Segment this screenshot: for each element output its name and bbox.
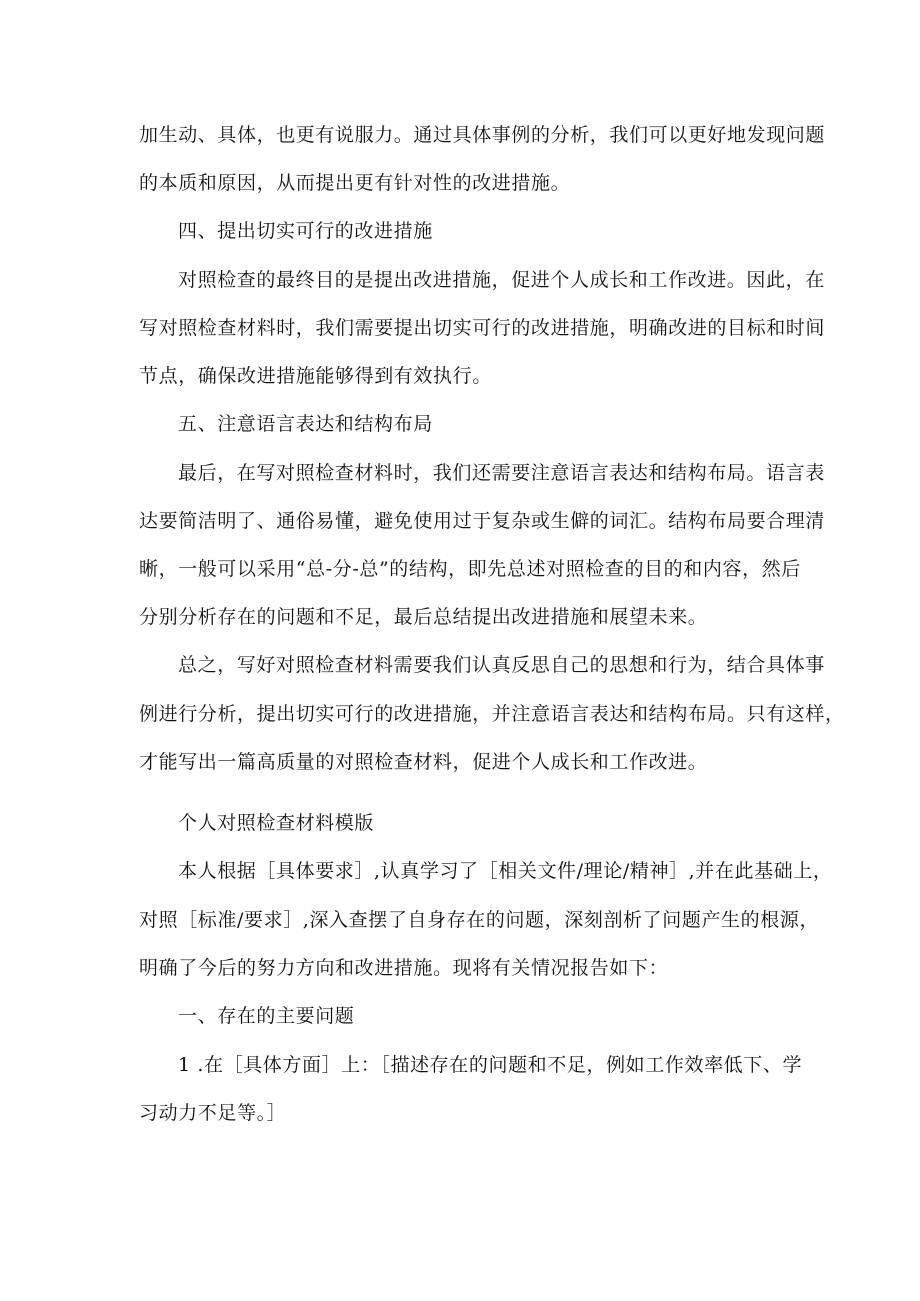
body-text-line: 本人根据［具体要求］,认真学习了［相关文件/理论/精神］,并在此基础上， [178,860,833,882]
body-text-line: 加生动、具体，也更有说服力。通过具体事例的分析，我们可以更好地发现问题 [139,124,826,146]
body-text-line: 的本质和原因，从而提出更有针对性的改进措施。 [139,172,571,194]
body-text-line: 明确了今后的努力方向和改进措施。现将有关情况报告如下： [139,957,669,979]
body-text-line: 总之，写好对照检查材料需要我们认真反思自己的思想和行为，结合具体事 [178,654,825,676]
body-text-line: 对照［标准/要求］,深入查摆了自身存在的问题，深刻剖析了问题产生的根源， [139,909,820,931]
body-text-line: 写对照检查材料时，我们需要提出切实可行的改进措施，明确改进的目标和时间 [139,317,826,339]
body-text-line: 节点，确保改进措施能够得到有效执行。 [139,365,492,387]
section-heading: 五、注意语言表达和结构布局 [178,413,433,435]
template-title: 个人对照检查材料模版 [178,812,375,834]
section-heading: 一、存在的主要问题 [178,1005,355,1027]
body-text-line: 晰，一般可以采用“总-分-总”的结构，即先总述对照检查的目的和内容，然后 [139,558,801,580]
body-text-line: 才能写出一篇高质量的对照检查材料，促进个人成长和工作改进。 [139,751,708,773]
body-text-line: 分别分析存在的问题和不足，最后总结提出改进措施和展望未来。 [139,606,708,628]
list-item: 1 .在［具体方面］上：［描述存在的问题和不足，例如工作效率低下、学 [178,1054,803,1076]
body-text-line: 达要简洁明了、通俗易懂，避免使用过于复杂或生僻的词汇。结构布局要合理清 [139,510,826,532]
list-item-continuation: 习动力不足等。］ [139,1102,287,1124]
body-text-line: 最后，在写对照检查材料时，我们还需要注意语言表达和结构布局。语言表 [178,462,825,484]
body-text-line: 对照检查的最终目的是提出改进措施，促进个人成长和工作改进。因此，在 [178,269,825,291]
section-heading: 四、提出切实可行的改进措施 [178,220,433,242]
body-text-line: 例进行分析，提出切实可行的改进措施，并注意语言表达和结构布局。只有这样， [139,703,845,725]
